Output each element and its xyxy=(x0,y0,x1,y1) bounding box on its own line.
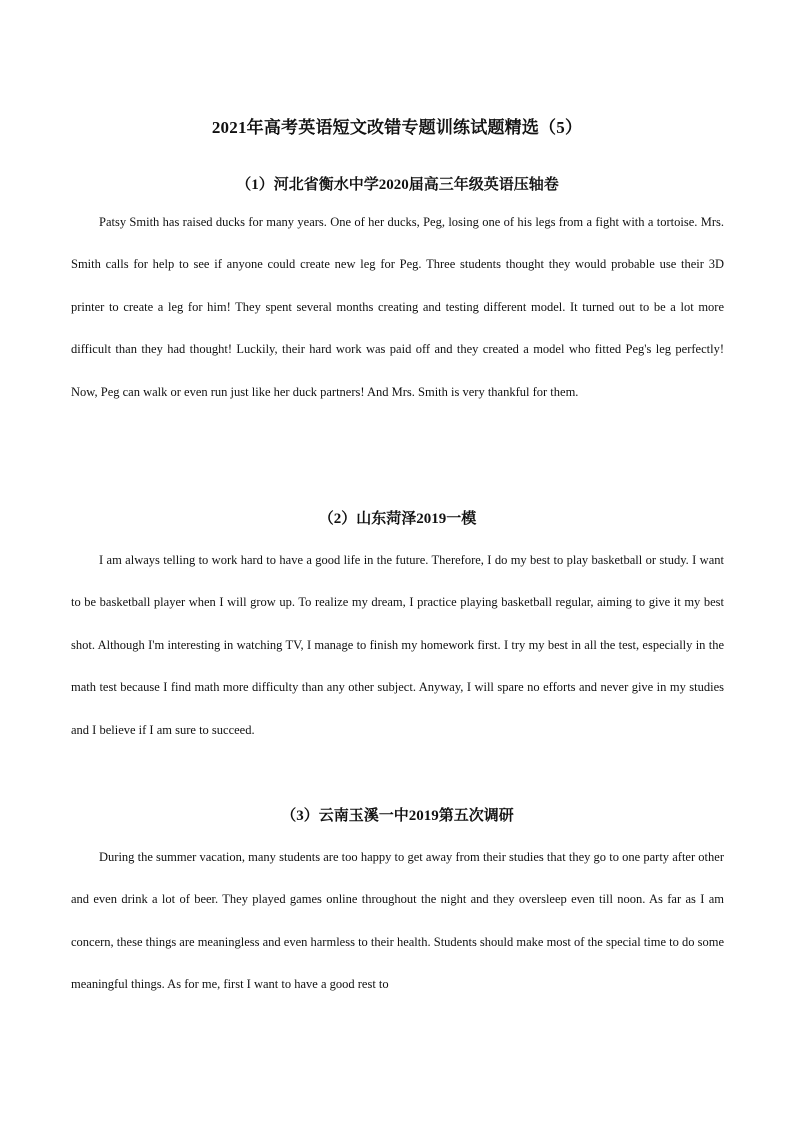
section-paragraph: Patsy Smith has raised ducks for many years. One of her ducks, Peg, losing one of his legs from a fight with a tortoise. Mrs. Smith calls for help to see if anyone could create new leg for Peg. Three students thought they would probable use their 3D printer to create a leg for him! They spent several months creating and testing different model. It turned out to be a lot more difficult than they had thought! Luckily, their hard work was paid off and they created a model who fitted Peg's leg perfectly! Now, Peg can walk or even run just like her duck partners! And Mrs. Smith is very thankful for them. xyxy=(71,215,724,399)
section-1 xyxy=(71,175,724,413)
section-3 xyxy=(71,806,724,1006)
section-heading: （1）河北省衡水中学2020届高三年级英语压轴卷 xyxy=(236,177,559,193)
section-2 xyxy=(71,509,724,751)
page-title: 2021年高考英语短文改错专题训练试题精选（5） xyxy=(211,118,583,138)
section-paragraph: I am always telling to work hard to have a good life in the future. Therefore, I do my best to play basketball or study. I want to be basketball player when I will grow up. To realize my dream, I practice playing basketball regular, aiming to give it my best shot. Although I'm interesting in watching TV, I manage to finish my homework first. I try my best in all the test, especially in the math test because I find math more difficulty than any other subject. Anyway, I will spare no efforts and never give in my studies and I believe if I am sure to succeed. xyxy=(71,553,724,737)
section-heading: （2）山东菏泽2019一模 xyxy=(318,511,477,527)
section-heading: （3）云南玉溪一中2019第五次调研 xyxy=(281,808,514,824)
section-paragraph: During the summer vacation, many students are too happy to get away from their studies that they go to one party after other and even drink a lot of beer. They played games online throughout the night and they oversleep even till noon. As far as I am concern, these things are meaningless and even harmless to their health. Students should make most of the special time to do some meaningful things. As for me, first I want to have a good rest to xyxy=(71,850,724,992)
